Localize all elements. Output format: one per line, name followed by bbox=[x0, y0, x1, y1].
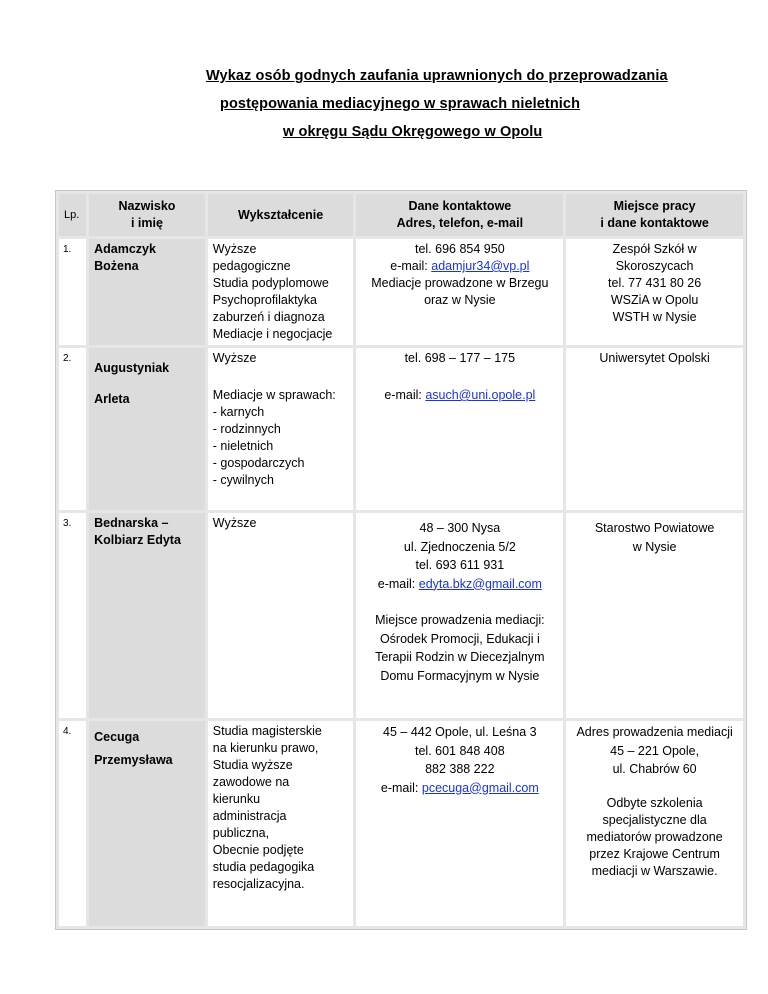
table-row bbox=[59, 513, 743, 718]
education-line: - nieletnich bbox=[212, 439, 274, 453]
education-line: Mediacje i negocjacje bbox=[212, 327, 333, 341]
education-line: studia pedagogika bbox=[212, 860, 315, 874]
work-line: tel. 77 431 80 26 bbox=[608, 276, 702, 290]
person-firstname: Przemysława bbox=[94, 753, 173, 767]
contact-cell bbox=[356, 239, 563, 345]
education-line: Obecnie podjęte bbox=[212, 843, 304, 857]
contact-line: 45 – 442 Opole, ul. Leśna 3 bbox=[383, 725, 537, 739]
work-cell bbox=[566, 513, 743, 718]
title-line-1: Wykaz osób godnych zaufania uprawnionych do przeprowadzania bbox=[206, 68, 668, 84]
row-number: 3. bbox=[59, 513, 86, 718]
header-contact bbox=[356, 194, 563, 236]
work-line: w Nysie bbox=[632, 539, 677, 554]
header-name-line1: Nazwisko bbox=[118, 199, 176, 213]
education-cell bbox=[208, 348, 354, 510]
work-cell bbox=[566, 348, 743, 510]
education-line: Studia wyższe bbox=[212, 758, 293, 772]
spacer bbox=[213, 367, 349, 387]
person-surname: Cecuga bbox=[94, 730, 140, 744]
contact-cell bbox=[356, 513, 563, 718]
mediators-table bbox=[55, 190, 747, 930]
contact-extra: Domu Formacyjnym w Nysie bbox=[380, 668, 540, 683]
contact-cell bbox=[356, 721, 563, 926]
email-link[interactable]: asuch@uni.opole.pl bbox=[425, 388, 536, 402]
spacer bbox=[94, 377, 200, 391]
work-line: Skoroszycach bbox=[615, 259, 694, 273]
education-line: Wyższe bbox=[212, 242, 257, 256]
header-work-line1: Miejsce pracy bbox=[613, 199, 696, 213]
education-line: Studia podyplomowe bbox=[212, 276, 329, 290]
spacer bbox=[94, 350, 200, 360]
work-extra: Odbyte szkolenia bbox=[606, 795, 703, 810]
contact-line: tel. 601 848 408 bbox=[415, 743, 505, 758]
contact-line: tel. 693 611 931 bbox=[415, 558, 505, 572]
education-line: zaburzeń i diagnoza bbox=[212, 310, 325, 324]
contact-phone: tel. 696 854 950 bbox=[415, 242, 505, 256]
work-extra: specjalistyczne dla bbox=[602, 812, 707, 827]
contact-extra: Terapii Rodzin w Diecezjalnym bbox=[375, 650, 545, 664]
person-surname: Augustyniak bbox=[94, 361, 170, 375]
work-line: Adres prowadzenia mediacji bbox=[576, 725, 733, 739]
contact-email-line bbox=[361, 258, 558, 275]
work-extra: mediacji w Warszawie. bbox=[591, 863, 718, 878]
person-name bbox=[89, 513, 205, 718]
contact-extra: Ośrodek Promocji, Edukacji i bbox=[379, 631, 540, 646]
table-row bbox=[59, 348, 743, 510]
work-line: WSZiA w Opolu bbox=[610, 293, 699, 307]
contact-email-line bbox=[361, 779, 558, 798]
table-row bbox=[59, 239, 743, 345]
education-line: zawodowe na bbox=[212, 775, 290, 789]
header-work bbox=[566, 194, 743, 236]
person-name bbox=[89, 348, 205, 510]
header-row bbox=[59, 194, 743, 236]
spacer bbox=[571, 779, 738, 795]
email-label: e-mail: bbox=[384, 388, 426, 402]
education-line: Mediacje w sprawach: bbox=[212, 388, 336, 402]
email-link[interactable]: pcecuga@gmail.com bbox=[421, 780, 539, 795]
person-firstname: Bożena bbox=[94, 259, 139, 273]
work-line: Starostwo Powiatowe bbox=[594, 521, 715, 535]
person-firstname: Kolbiarz Edyta bbox=[94, 533, 181, 547]
contact-email-line bbox=[361, 387, 558, 404]
education-line: administracja bbox=[212, 809, 287, 823]
email-label: e-mail: bbox=[390, 259, 432, 273]
contact-email-line bbox=[361, 575, 558, 594]
person-firstname: Arleta bbox=[94, 392, 130, 406]
contact-cell bbox=[356, 348, 563, 510]
row-number: 2. bbox=[59, 348, 86, 510]
education-line: Studia magisterskie bbox=[212, 724, 322, 738]
work-line: 45 – 221 Opole, bbox=[610, 743, 700, 758]
contact-extra: Miejsce prowadzenia mediacji: bbox=[375, 613, 545, 627]
contact-line: ul. Zjednoczenia 5/2 bbox=[403, 539, 516, 554]
work-cell bbox=[566, 721, 743, 926]
email-link[interactable]: edyta.bkz@gmail.com bbox=[418, 576, 542, 591]
spacer bbox=[361, 593, 558, 611]
education-line: pedagogiczne bbox=[212, 259, 291, 273]
header-name-line2: i imię bbox=[130, 216, 163, 230]
header-contact-line2: Adres, telefon, e-mail bbox=[396, 216, 524, 230]
education-line: kierunku bbox=[212, 792, 261, 806]
work-line: ul. Chabrów 60 bbox=[612, 762, 697, 776]
work-address bbox=[571, 723, 738, 779]
header-lp: Lp. bbox=[59, 194, 86, 236]
header-name bbox=[89, 194, 205, 236]
row-number: 1. bbox=[59, 239, 86, 345]
work-extra: mediatorów prowadzone bbox=[586, 829, 723, 844]
work-line: Uniwersytet Opolski bbox=[599, 351, 710, 365]
spacer bbox=[361, 367, 558, 387]
header-contact-line1: Dane kontaktowe bbox=[408, 199, 512, 213]
title-line-2: postępowania mediacyjnego w sprawach nieletnich bbox=[220, 96, 581, 112]
education-line: Wyższe bbox=[212, 351, 257, 365]
person-surname: Adamczyk bbox=[94, 242, 156, 256]
email-label: e-mail: bbox=[377, 576, 419, 591]
contact-phone: tel. 698 – 177 – 175 bbox=[404, 351, 516, 365]
work-cell bbox=[566, 239, 743, 345]
work-extra: przez Krajowe Centrum bbox=[589, 846, 720, 861]
person-name bbox=[89, 239, 205, 345]
work-line: WSTH w Nysie bbox=[612, 310, 697, 324]
education-line: Psychoprofilaktyka bbox=[212, 293, 317, 307]
contact-extra: Mediacje prowadzone w Brzegu bbox=[371, 276, 549, 290]
row-number: 4. bbox=[59, 721, 86, 926]
education-line: na kierunku prawo, bbox=[212, 741, 319, 755]
education-line: publiczna, bbox=[212, 826, 270, 840]
education-cell bbox=[208, 513, 354, 718]
work-line: Zespół Szkół w bbox=[612, 242, 697, 256]
contact-line: 882 388 222 bbox=[425, 762, 495, 776]
title-line-3: w okręgu Sądu Okręgowego w Opolu bbox=[283, 124, 543, 140]
education-line: - rodzinnych bbox=[212, 422, 281, 436]
education-line: resocjalizacyjna. bbox=[212, 877, 305, 891]
education-cell bbox=[208, 239, 354, 345]
contact-line: 48 – 300 Nysa bbox=[419, 521, 501, 535]
contact-extra: oraz w Nysie bbox=[424, 293, 496, 307]
header-education: Wykształcenie bbox=[208, 194, 354, 236]
education-line: - karnych bbox=[212, 405, 265, 419]
education-line: - cywilnych bbox=[212, 473, 274, 487]
table-row bbox=[59, 721, 743, 926]
education-cell bbox=[208, 721, 354, 926]
education-line: - gospodarczych bbox=[212, 456, 305, 470]
person-name bbox=[89, 721, 205, 926]
email-link[interactable]: adamjur34@vp.pl bbox=[431, 259, 530, 273]
person-surname: Bednarska – bbox=[94, 516, 169, 530]
education-line: Wyższe bbox=[212, 516, 257, 530]
email-label: e-mail: bbox=[380, 780, 422, 795]
header-work-line2: i dane kontaktowe bbox=[600, 216, 709, 230]
